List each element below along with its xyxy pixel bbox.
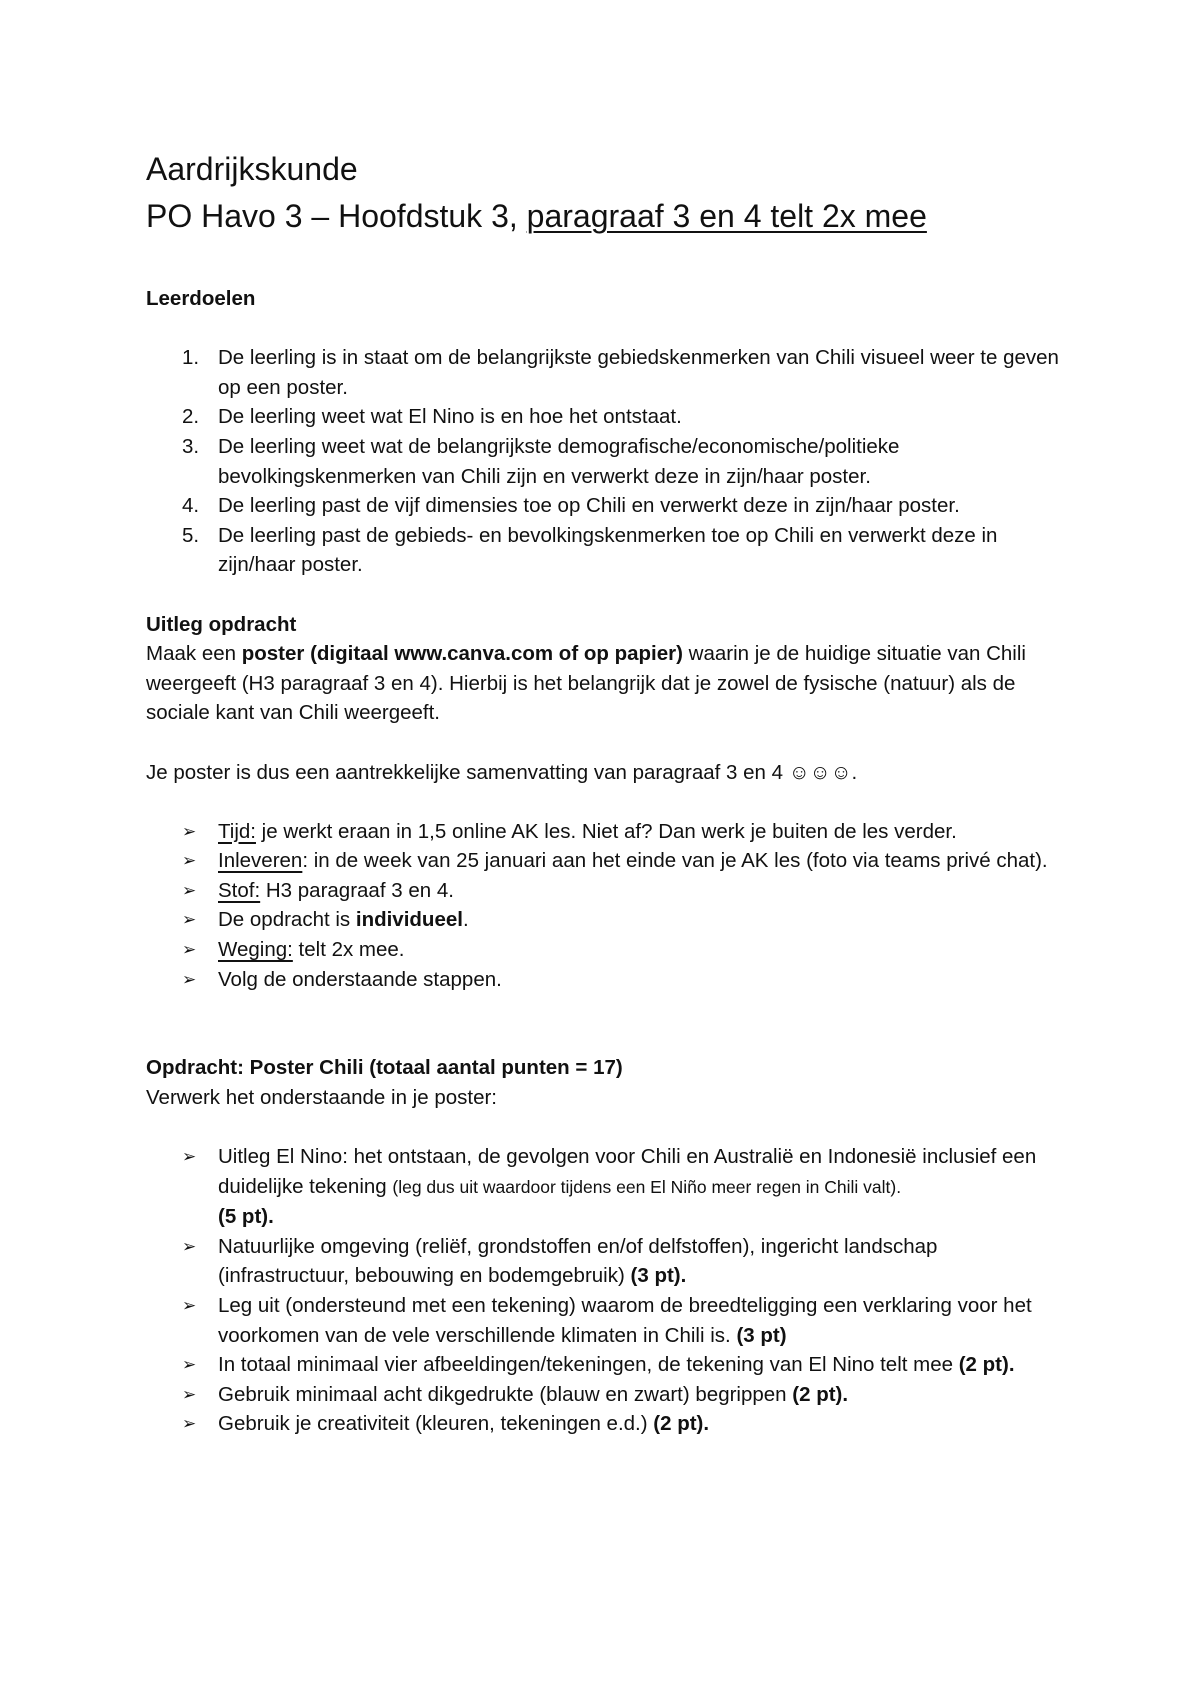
arrow-bullet-icon: ➢ [182,1384,197,1404]
natuur-points: (3 pt). [630,1264,687,1288]
elnino-points: (5 pt). [218,1205,274,1229]
arrow-bullet-icon: ➢ [182,880,197,900]
opdracht-intro: Verwerk het onderstaande in je poster: [146,1085,497,1109]
creativiteit-points: (2 pt). [653,1412,710,1436]
uitleg-paragraph [146,639,1066,728]
bullet-tijd [146,817,1066,847]
begrippen-points: (2 pt). [792,1382,849,1406]
afbeeldingen-points: (2 pt). [958,1353,1015,1377]
bullet-volg [146,965,1066,995]
breedte-text: Leg uit (ondersteund met een tekening) waarom de breedteligging een verklaring voor het voorkomen van de vele verschillende klimaten in Chili is. [218,1294,1032,1347]
opdracht-item-elnino [146,1142,1066,1232]
leerdoel-number: 5. [182,523,200,547]
opdracht-item-natuur [146,1232,1066,1291]
afbeeldingen-text: In totaal minimaal vier afbeeldingen/tekeningen, de tekening van El Nino telt mee [218,1353,959,1377]
leerdoel-text: De leerling is in staat om de belangrijkste gebiedskenmerken van Chili visueel weer te geven op een poster. [218,346,1059,399]
bullet-stof-label: Stof: [218,878,261,902]
uitleg-text-b: waarin je de huidige situatie van Chili weergeeft (H3 paragraaf 3 en 4). Hierbij is het belangrijk dat je zowel de fysische (natuur) als de sociale kant van Chili weergeeft. [146,642,1026,725]
opdracht-item-afbeeldingen [146,1350,1066,1380]
begrippen-text: Gebruik minimaal acht dikgedrukte (blauw en zwart) begrippen [218,1382,793,1406]
arrow-bullet-icon: ➢ [182,969,197,989]
leerdoel-number: 4. [182,494,200,518]
arrow-bullet-icon: ➢ [182,940,197,960]
arrow-bullet-icon: ➢ [182,910,197,930]
document-content [146,146,1066,1439]
natuur-text: Natuurlijke omgeving (reliëf, grondstoffen en/of delfstoffen), ingericht landschap (infrastructuur, bebouwing en bodemgebruik) [218,1234,938,1288]
leerdoel-item [146,343,1066,402]
leerdoel-text: De leerling weet wat de belangrijkste demografische/economische/politieke bevolkingskenmerken van Chili zijn en verwerkt deze in zijn/haar poster. [218,434,900,488]
title-assignment-prefix: PO Havo 3 – Hoofdstuk 3, [146,198,527,234]
creativiteit-text: Gebruik je creativiteit (kleuren, tekeningen e.d.) [218,1412,654,1436]
bullet-stof [146,876,1066,906]
leerdoel-text: De leerling past de vijf dimensies toe op Chili en verwerkt deze in zijn/haar poster. [218,494,960,518]
leerdoelen-heading: Leerdoelen [146,287,256,310]
leerdoel-number: 3. [182,434,200,458]
bullet-individueel [146,905,1066,935]
bullet-inleveren [146,846,1066,876]
uitleg-text-a: Maak een [146,642,242,666]
arrow-bullet-icon: ➢ [182,821,197,841]
title-assignment [146,193,1066,240]
leerdoel-text: De leerling weet wat El Nino is en hoe het ontstaat. [218,405,682,429]
bullet-tijd-text: je werkt eraan in 1,5 online AK les. Niet af? Dan werk je buiten de les verder. [255,819,957,843]
bullet-inleveren-text: : in de week van 25 januari aan het einde van je AK les (foto via teams privé chat). [302,849,1048,873]
bullet-weging-label: Weging: [218,938,293,962]
opdracht-bullet-list [146,1142,1066,1439]
leerdoel-text: De leerling past de gebieds- en bevolkingskenmerken toe op Chili en verwerkt deze in zijn/haar poster. [218,523,998,577]
bullet-weging-text: telt 2x mee. [292,938,405,962]
leerdoel-item [146,432,1066,491]
leerdoelen-list [146,343,1066,580]
title-assignment-weight: paragraaf 3 en 4 telt 2x mee [526,198,927,234]
opdracht-heading: Opdracht: Poster Chili (totaal aantal punten = 17) [146,1056,623,1080]
elnino-text: Uitleg El Nino: het ontstaan, de gevolgen voor Chili en Australië en Indonesië inclusief een duidelijke tekening [218,1145,1037,1198]
bullet-stof-text: H3 paragraaf 3 en 4. [260,878,454,902]
title-subject: Aardrijkskunde [146,151,358,187]
opdracht-item-begrippen [146,1380,1066,1410]
bullet-volg-text: Volg de onderstaande stappen. [218,967,502,991]
leerdoel-number: 2. [182,405,200,429]
arrow-bullet-icon: ➢ [182,1296,197,1315]
uitleg-text-bold: poster (digitaal www.canva.com of op papier) [241,642,683,666]
leerdoel-item [146,491,1066,521]
arrow-bullet-icon: ➢ [182,1147,197,1167]
uitleg-summary: Je poster is dus een aantrekkelijke samenvatting van paragraaf 3 en 4 ☺☺☺. [146,760,858,784]
arrow-bullet-icon: ➢ [182,1236,197,1256]
bullet-individueel-bold: individueel [355,908,463,932]
opdracht-item-creativiteit [146,1409,1066,1439]
arrow-bullet-icon: ➢ [182,851,197,871]
arrow-bullet-icon: ➢ [182,1355,197,1375]
leerdoel-number: 1. [182,346,200,370]
leerdoel-item [146,521,1066,580]
bullet-individueel-text-b: . [462,908,469,932]
document-body [146,240,1066,1439]
leerdoel-item [146,402,1066,432]
bullet-inleveren-label: Inleveren [218,849,303,873]
breedte-points: (3 pt) [736,1323,787,1347]
opdracht-item-breedteligging [146,1291,1066,1350]
elnino-hint: (leg dus uit waardoor tijdens een El Niño meer regen in Chili valt). [392,1176,902,1197]
arrow-bullet-icon: ➢ [182,1414,197,1434]
uitleg-heading: Uitleg opdracht [146,612,297,636]
bullet-tijd-label: Tijd: [218,819,256,843]
bullet-individueel-text-a: De opdracht is [218,908,356,932]
uitleg-bullet-list [146,817,1066,995]
bullet-weging [146,935,1066,965]
